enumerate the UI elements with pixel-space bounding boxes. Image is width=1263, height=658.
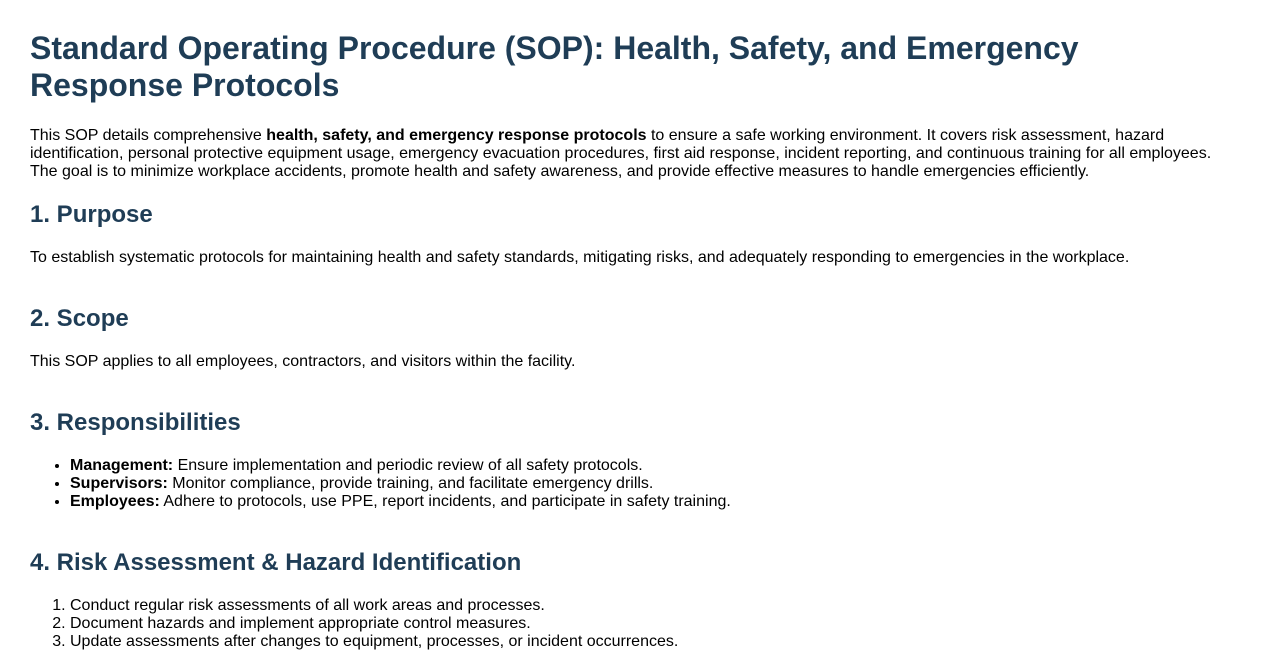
sop-document bbox=[0, 30, 1263, 651]
role-description: Monitor compliance, provide training, and facilitate emergency drills. bbox=[167, 475, 654, 492]
role-label: Management: bbox=[70, 457, 174, 474]
section-heading-risk-assessment: 4. Risk Assessment & Hazard Identification bbox=[30, 549, 522, 576]
risk-assessment-list bbox=[30, 597, 1233, 651]
intro-text-after: to ensure a safe working environment. It covers risk assessment, hazard identification, personal protective equipment usage, emergency evacuation procedures, first aid response, incident reporting, and continuous training for all employees. The goal is to minimize workplace accidents, promote health and safety awareness, and provide effective measures to handle emergencies efficiently. bbox=[30, 127, 1212, 180]
section-purpose bbox=[30, 201, 1233, 267]
section-responsibilities bbox=[30, 409, 1233, 511]
intro-text-bold: health, safety, and emergency response protocols bbox=[266, 127, 647, 144]
page-title: Standard Operating Procedure (SOP): Health, Safety, and Emergency Response Protocols bbox=[30, 30, 1079, 103]
section-text-purpose: To establish systematic protocols for maintaining health and safety standards, mitigating risks, and adequately responding to emergencies in the workplace. bbox=[30, 249, 1130, 266]
section-heading-responsibilities: 3. Responsibilities bbox=[30, 409, 241, 436]
list-item bbox=[70, 493, 1233, 511]
list-item: 1. Conduct regular risk assessments of all work areas and processes. bbox=[70, 597, 1233, 615]
list-item: 3. Update assessments after changes to equipment, processes, or incident occurrences. bbox=[70, 633, 1233, 651]
section-risk-assessment bbox=[30, 549, 1233, 651]
intro-text-before: This SOP details comprehensive bbox=[30, 127, 267, 144]
role-label: Employees: bbox=[70, 493, 160, 510]
intro-paragraph bbox=[30, 127, 1233, 181]
list-item bbox=[70, 457, 1233, 475]
role-description: Ensure implementation and periodic review of all safety protocols. bbox=[173, 457, 643, 474]
list-item bbox=[70, 475, 1233, 493]
section-text-scope: This SOP applies to all employees, contractors, and visitors within the facility. bbox=[30, 353, 576, 370]
responsibilities-list bbox=[30, 457, 1233, 511]
list-item: 2. Document hazards and implement appropriate control measures. bbox=[70, 615, 1233, 633]
role-label: Supervisors: bbox=[70, 475, 168, 492]
section-heading-scope: 2. Scope bbox=[30, 305, 129, 332]
role-description: Adhere to protocols, use PPE, report incidents, and participate in safety training. bbox=[159, 493, 731, 510]
section-heading-purpose: 1. Purpose bbox=[30, 201, 153, 228]
section-scope bbox=[30, 305, 1233, 371]
